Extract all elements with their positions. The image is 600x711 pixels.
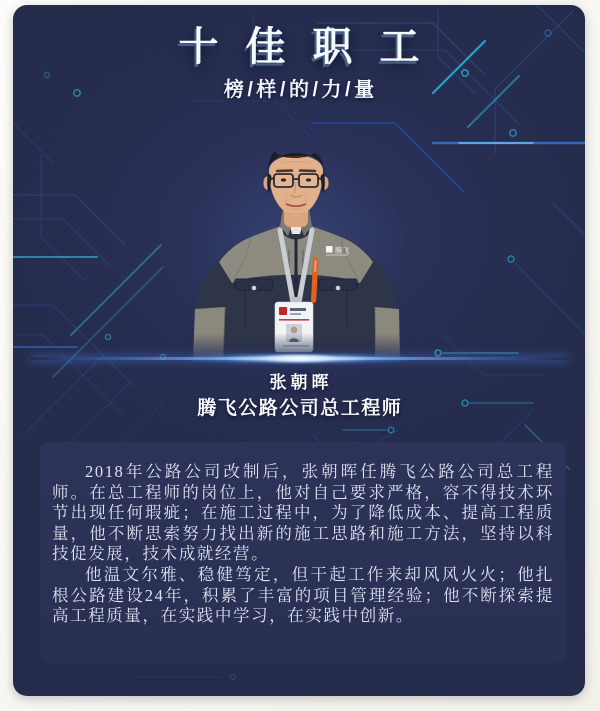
poster-title: 十佳职工	[178, 25, 447, 69]
poster-card	[13, 5, 585, 696]
poster-subtitle: 榜/样/的/力/量	[223, 79, 378, 101]
person-name: 张朝晖	[269, 373, 333, 392]
bio-paragraph: 他温文尔雅、稳健笃定，但干起工作来却风风火火；他扎根公路建设24年，积累了丰富的项目管理经验；他不断探索提高工程质量，在实践中学习，在实践中创新。	[52, 564, 554, 626]
jacket-logo-text: 腾飞	[335, 247, 350, 255]
bio-panel	[40, 442, 566, 663]
name-block	[13, 373, 585, 421]
title-block	[13, 25, 585, 102]
bio-paragraph: 2018年公路公司改制后，张朝晖任腾飞公路公司总工程师。在总工程师的岗位上，他对自己要求严格，容不得技术环节出现任何瑕疵；在施工过程中，为了降低成本、提高工程质量，他不断思索努力找出新的施工思路和施工方法，坚持以科技促发展，技术成就经营。	[52, 462, 554, 564]
person-role: 腾飞公路公司总工程师	[197, 398, 403, 419]
person-photo	[179, 131, 419, 361]
photo-bottom-fade	[179, 333, 419, 361]
